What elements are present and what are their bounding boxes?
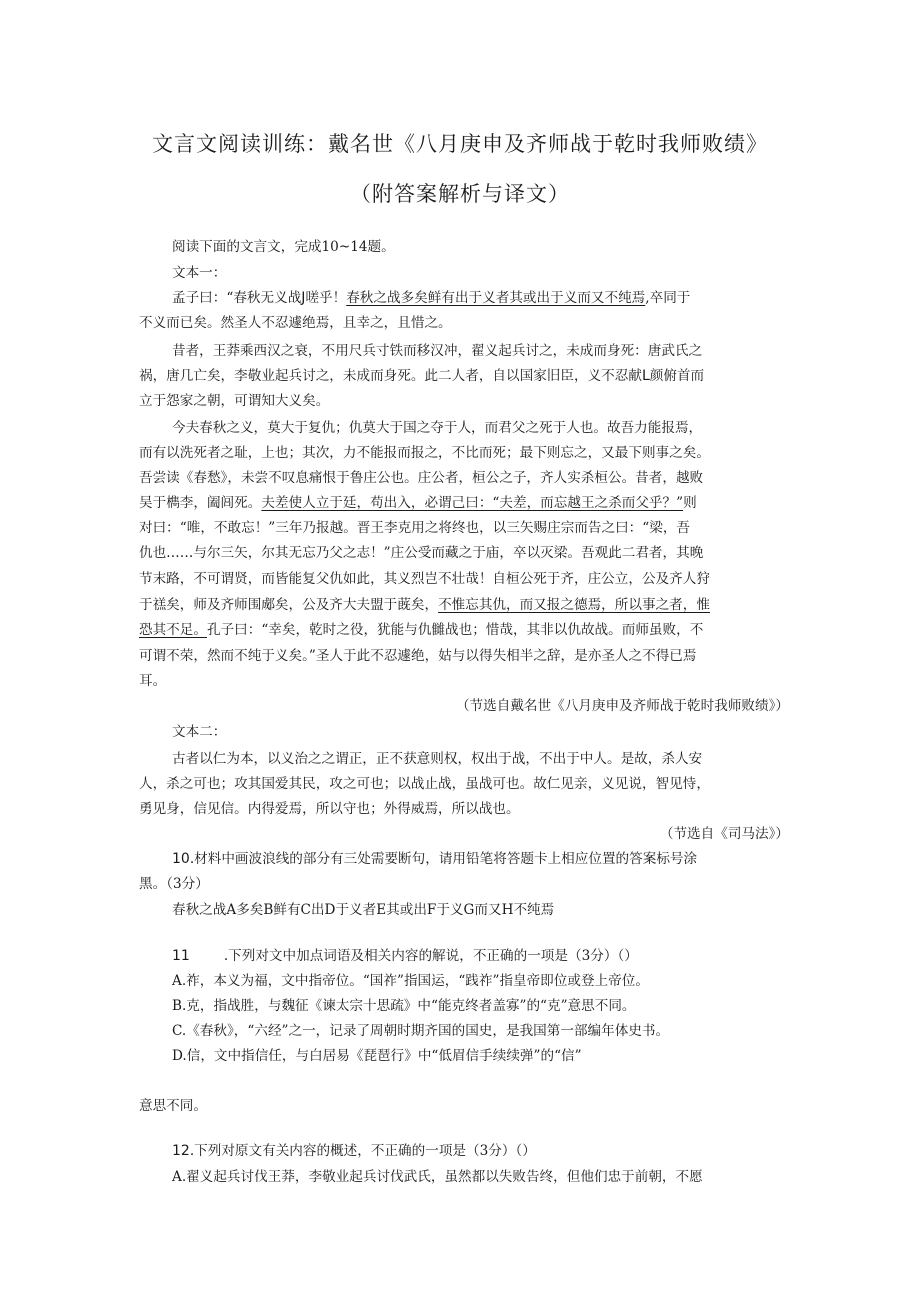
passage3-line: 吾尝读《春愁》，未尝不叹息痛恨于鲁庄公也。庄公者，桓公之子，齐人实杀桓公。昔者，越败 <box>139 470 704 486</box>
passage2-line: 立于怨家之朝，可谓知大义矣。 <box>139 393 330 409</box>
passage3-line: 仇也……与尔三矢，尔其无忘乃父之志！”庄公受而藏之于庙，卒以灭梁。吾观此二君者，其晚 <box>139 545 704 561</box>
passage4-line: 古者以仁为本，以义治之之谓正，正不获意则权，权出于战，不出于中人。是故，杀人安 <box>172 751 703 767</box>
passage3-line: 耳。 <box>139 673 167 689</box>
question-10-stem: 10.材料中画波浪线的部分有三处需要断句，请用铅笔将答题卡上相应位置的答案标号涂 <box>172 851 698 867</box>
question-10-options: 春秋之战A多矣B鲜有C出D于义者E其或出F于义G而又H不纯焉 <box>172 902 555 918</box>
passage2-line: 昔者，王莽乘西汉之衰，不用尺兵寸铁而移汉冲，翟义起兵讨之，未成而身死：唐武氏之 <box>172 343 703 359</box>
document-subtitle: （附答案解析与译文） <box>350 182 570 206</box>
underlined-sentence: 恐其不足。 <box>139 622 207 638</box>
question-11-option-a: A.祚，本义为福，文中指帝位。“国祚”指国运，“践祚”指皇帝即位或登上帝位。 <box>172 973 649 989</box>
question-11-option-d-cont: 意思不同。 <box>139 1098 207 1114</box>
wavy-underlined-text: 春秋之战多矣鲜有出于义者其或出于义而又不纯焉 <box>346 290 646 306</box>
question-10-stem-cont: 黑。（3分） <box>139 876 209 892</box>
passage4-line: 勇见身，信见信。内得爱焉，所以守也；外得威焉，所以战也。 <box>139 801 520 817</box>
passage1-line: 孟子曰：“春秋无义战J嗟乎！春秋之战多矣鲜有出于义者其或出于义而又不纯焉,卒同于 <box>172 290 691 306</box>
question-11-option-d: D.信，文中指信任，与白居易《琵琶行》中“低眉信手续续弹”的“信” <box>172 1048 582 1064</box>
text2-label: 文本二： <box>172 724 227 740</box>
passage3-line: 可谓不荣，然而不纯于义矣。”圣人于此不忍遽绝，姑与以得失相半之辞，是亦圣人之不得已焉 <box>139 648 697 664</box>
question-11-stem: 11 .下列对文中加点词语及相关内容的解说，不正确的一项是（3分）（） <box>172 948 638 964</box>
source-citation-2: （节选自《司马法》） <box>659 826 789 842</box>
passage3-line: 今夫春秋之义，莫大于复仇；仇莫大于国之夺于人，而君父之死于人也。故吾力能报焉， <box>172 420 703 436</box>
passage4-line: 人，杀之可也；攻其国爱其民，攻之可也；以战止战，虽战可也。故仁见亲，义见说，智见恃， <box>139 776 710 792</box>
question-11-option-c: C.《春秋》，“六经”之一，记录了周朝时期齐国的国史，是我国第一部编年体史书。 <box>172 1023 670 1039</box>
passage3-line: 而有以洗死者之耻，上也；其次，力不能报而报之，不比而死；最下则忘之，又最下则事之矣。 <box>139 445 710 461</box>
passage1-line: 不义而已矣。然圣人不忍遽绝焉，且幸之，且惜之。 <box>139 315 452 331</box>
passage3-line: 恐其不足。孔子曰：“幸矣，乾时之役，犹能与仇雠战也；惜哉，其非以仇故战。而师虽败，不 <box>139 622 704 638</box>
question-11-option-b: B.克，指战胜，与魏征《谏太宗十思疏》中“能克终者盖寡”的“克”意思不同。 <box>172 998 636 1014</box>
text1-label: 文本一： <box>172 265 227 281</box>
passage3-line: 吴于檇李，阖闾死。夫差使人立于廷，苟出入，必谓己曰：“夫差，而忘越王之杀而父乎？”则 <box>139 495 697 511</box>
underlined-sentence: 夫差使人立于廷，苟出入，必谓己曰：“夫差，而忘越王之杀而父乎？” <box>261 495 684 511</box>
instruction: 阅读下面的文言文，完成10~14题。 <box>172 239 395 255</box>
passage3-line: 于禚矣，师及齐师围郕矣，公及齐大夫盟于蔇矣，不惟忘其仇，而又报之德焉，所以事之者，惟 <box>139 597 710 613</box>
passage3-line: 对曰：“唯，不敢忘！”三年乃报越。晋王李克用之将终也，以三矢赐庄宗而告之曰：“梁，吾 <box>139 520 691 536</box>
source-citation-1: （节选自戴名世《八月庚申及齐师战于乾时我师败绩》） <box>455 698 789 714</box>
underlined-sentence: 不惟忘其仇，而又报之德焉，所以事之者，惟 <box>438 597 710 613</box>
passage3-line: 节末路，不可谓贤，而皆能复父仇如此，其义烈岂不壮哉！自桓公死于齐，庄公立，公及齐人狩 <box>139 571 710 587</box>
passage2-line: 祸，唐几亡矣，李敬业起兵讨之，未成而身死。此二人者，自以国家旧臣，义不忍献L颜俯首而 <box>139 368 705 384</box>
document-title: 文言文阅读训练：戴名世《八月庚申及齐师战于乾时我师败绩》 <box>152 132 768 156</box>
question-12-stem: 12.下列对原文有关内容的概述，不正确的一项是（3分）（） <box>172 1143 536 1159</box>
question-12-option-a: A.翟义起兵讨伐王莽，李敬业起兵讨伐武氏，虽然都以失败告终，但他们忠于前朝，不愿 <box>172 1169 703 1185</box>
